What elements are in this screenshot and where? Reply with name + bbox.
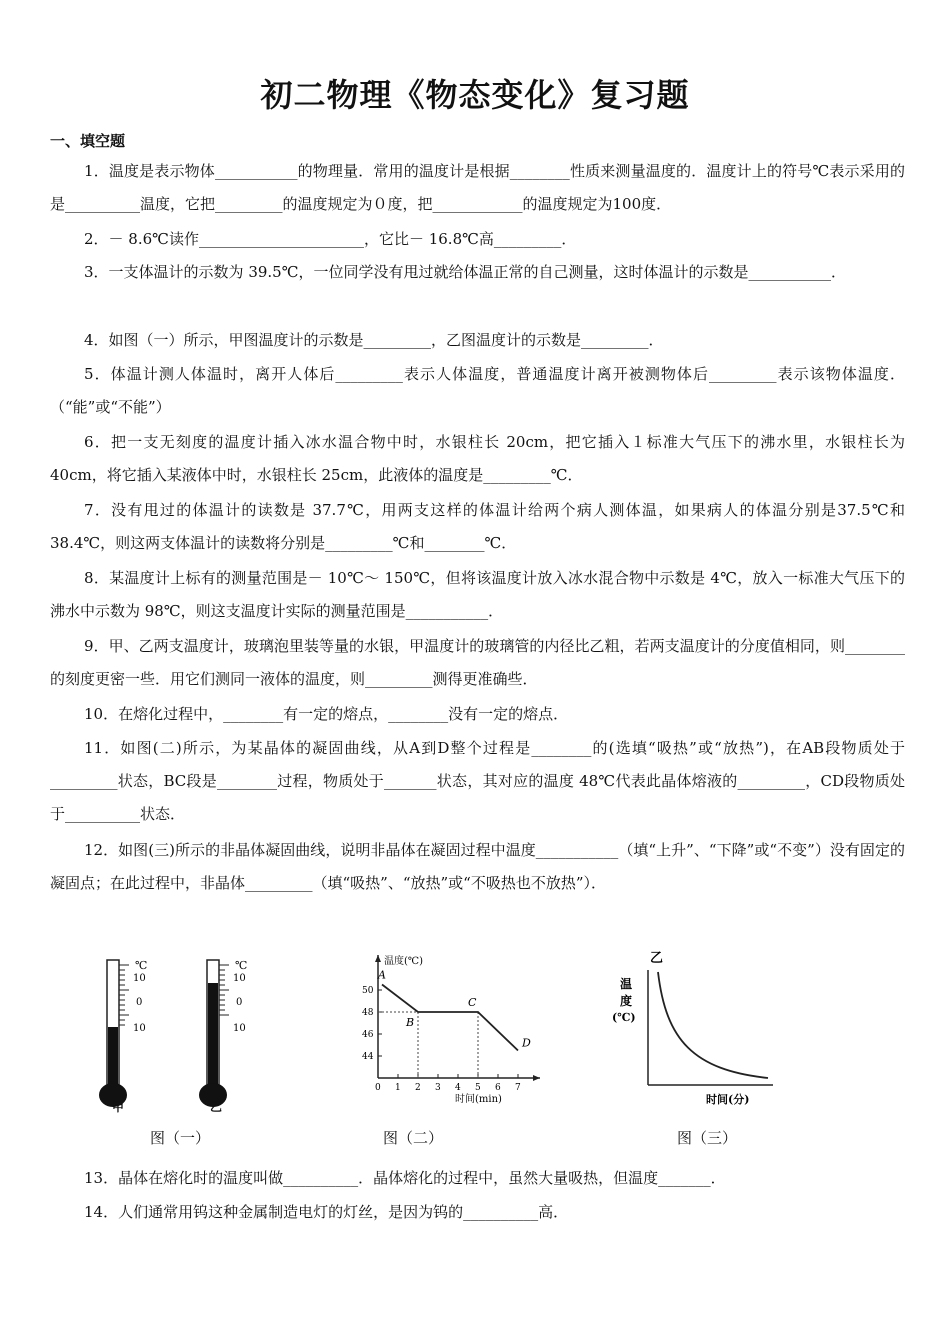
fig2-xlabel: 时间(min) <box>455 1094 502 1105</box>
fig1-caption: 图（一） <box>150 1129 211 1147</box>
fig2-ytick-label: 48 <box>362 1008 374 1018</box>
fig1-label-yi: 乙 <box>210 1100 223 1114</box>
figures-row <box>0 950 950 1150</box>
fig3-ylabel-2: 度 <box>620 994 633 1008</box>
fig3-ylabel-1: 温 <box>620 977 633 991</box>
fig2-xtick-label: 5 <box>475 1083 481 1093</box>
figure-1-thermometers <box>85 955 345 1115</box>
fig3-ylabel-3: (℃) <box>612 1011 636 1024</box>
fig1-tick-minus10-yi: 10 <box>233 1023 246 1034</box>
page-title: 初二物理《物态变化》复习题 <box>260 76 690 114</box>
fig2-ylabel: 温度(℃) <box>384 956 423 967</box>
fig1-unit-jia: ℃ <box>135 959 148 972</box>
fig2-xtick-label: 7 <box>515 1083 521 1093</box>
question-3: 3．一支体温计的示数为 39.5℃，一位同学没有甩过就给体温正常的自己测量，这时体温计的示数是___________． <box>84 263 846 281</box>
fig2-point-C: C <box>468 996 477 1009</box>
fig2-caption: 图（二） <box>383 1129 444 1147</box>
question-12: 12．如图(三)所示的非晶体凝固曲线，说明非晶体在凝固过程中温度___________（填“上升”、“下降”或“不变”）没有固定的凝固点；在此过程中，非晶体_________（填“吸热”、“放热”或“不吸热也不放热”）． <box>50 841 905 892</box>
fig1-tick-10: 10 <box>133 973 146 984</box>
fig2-xtick-label: 1 <box>395 1083 401 1093</box>
question-5: 5．体温计测人体温时，离开人体后_________表示人体温度，普通温度计离开被测物体后_________表示该物体温度．（“能”或“不能”） <box>50 365 905 416</box>
question-8: 8．某温度计上标有的测量范围是－ 10℃～ 150℃，但将该温度计放入冰水混合物中示数是 4℃，放入一标准大气压下的沸水中示数为 98℃，则这支温度计实际的测量范围是___________． <box>50 569 905 620</box>
fig3-xlabel: 时间(分) <box>706 1093 750 1106</box>
fig2-xtick-label: 3 <box>435 1083 441 1093</box>
question-14: 14．人们通常用钨这种金属制造电灯的灯丝，是因为钨的__________高． <box>84 1203 569 1221</box>
question-7: 7．没有甩过的体温计的读数是 37.7℃，用两支这样的体温计给两个病人测体温，如果病人的体温分别是37.5℃和 38.4℃，则这两支体温计的读数将分别是_________℃和________℃． <box>50 501 905 552</box>
question-2: 2．－ 8.6℃读作______________________，它比－ 16.8℃高_________． <box>84 230 577 248</box>
question-10: 10．在熔化过程中，________有一定的熔点，________没有一定的熔点． <box>84 705 569 723</box>
fig2-xtick-label: 4 <box>455 1083 461 1093</box>
fig1-label-jia: 甲 <box>112 1100 125 1114</box>
figure-3-chart <box>608 950 788 1110</box>
question-13: 13．晶体在熔化时的温度叫做__________．晶体熔化的过程中，虽然大量吸热，但温度_______． <box>84 1169 726 1187</box>
fig3-corner-label: 乙 <box>650 951 664 966</box>
question-1: 1．温度是表示物体___________的物理量．常用的温度计是根据________性质来测量温度的．温度计上的符号℃表示采用的是__________温度，它把_________的温度规定为０度，把____________的温度规定为100度． <box>50 162 905 213</box>
fig1-tick-10-yi: 10 <box>233 973 246 984</box>
figure-2-chart <box>360 950 550 1110</box>
thermometer-jia <box>99 959 147 1107</box>
fig2-point-B: B <box>406 1016 415 1029</box>
thermometer-yi <box>199 959 247 1107</box>
fig2-ytick-label: 46 <box>362 1030 374 1040</box>
fig2-xtick-label: 6 <box>495 1083 501 1093</box>
fig2-curve <box>382 985 518 1051</box>
fig3-caption: 图（三） <box>677 1129 738 1147</box>
fig1-tick-0: 0 <box>136 997 143 1008</box>
fig2-ytick-label: 44 <box>362 1052 374 1062</box>
fig2-point-A: A <box>378 968 386 982</box>
fig2-xtick-label: 0 <box>375 1083 381 1093</box>
fig2-xtick-label: 2 <box>415 1083 421 1093</box>
section-heading: 一、填空题 <box>50 132 126 150</box>
fig1-tick-0-yi: 0 <box>236 997 243 1008</box>
question-4: 4．如图（一）所示，甲图温度计的示数是_________，乙图温度计的示数是_________． <box>84 331 664 349</box>
question-9: 9．甲、乙两支温度计，玻璃泡里装等量的水银，甲温度计的玻璃管的内径比乙粗，若两支温度计的分度值相同，则________的刻度更密一些．用它们测同一液体的温度，则_________测得更准确些． <box>50 637 905 688</box>
fig1-unit-yi: ℃ <box>235 959 248 972</box>
question-6: 6．把一支无刻度的温度计插入冰水温合物中时，水银柱长 20cm，把它插入１标准大气压下的沸水里，水银柱长为 40cm，将它插入某液体中时，水银柱长 25cm，此液体的温度是_________℃． <box>50 433 905 484</box>
fig2-point-D: D <box>522 1036 531 1050</box>
question-11: 11．如图(二)所示，为某晶体的凝固曲线，从A到D整个过程是________的(选填“吸热”或“放热”)，在AB段物质处于_________状态，BC段是________过程，物质处于_______状态，其对应的温度 48℃代表此晶体熔液的_________，CD段物质处于__________状态． <box>50 739 905 823</box>
fig3-curve <box>658 972 768 1078</box>
fig2-ytick-label: 50 <box>362 986 374 996</box>
fig1-tick-minus10: 10 <box>133 1023 146 1034</box>
